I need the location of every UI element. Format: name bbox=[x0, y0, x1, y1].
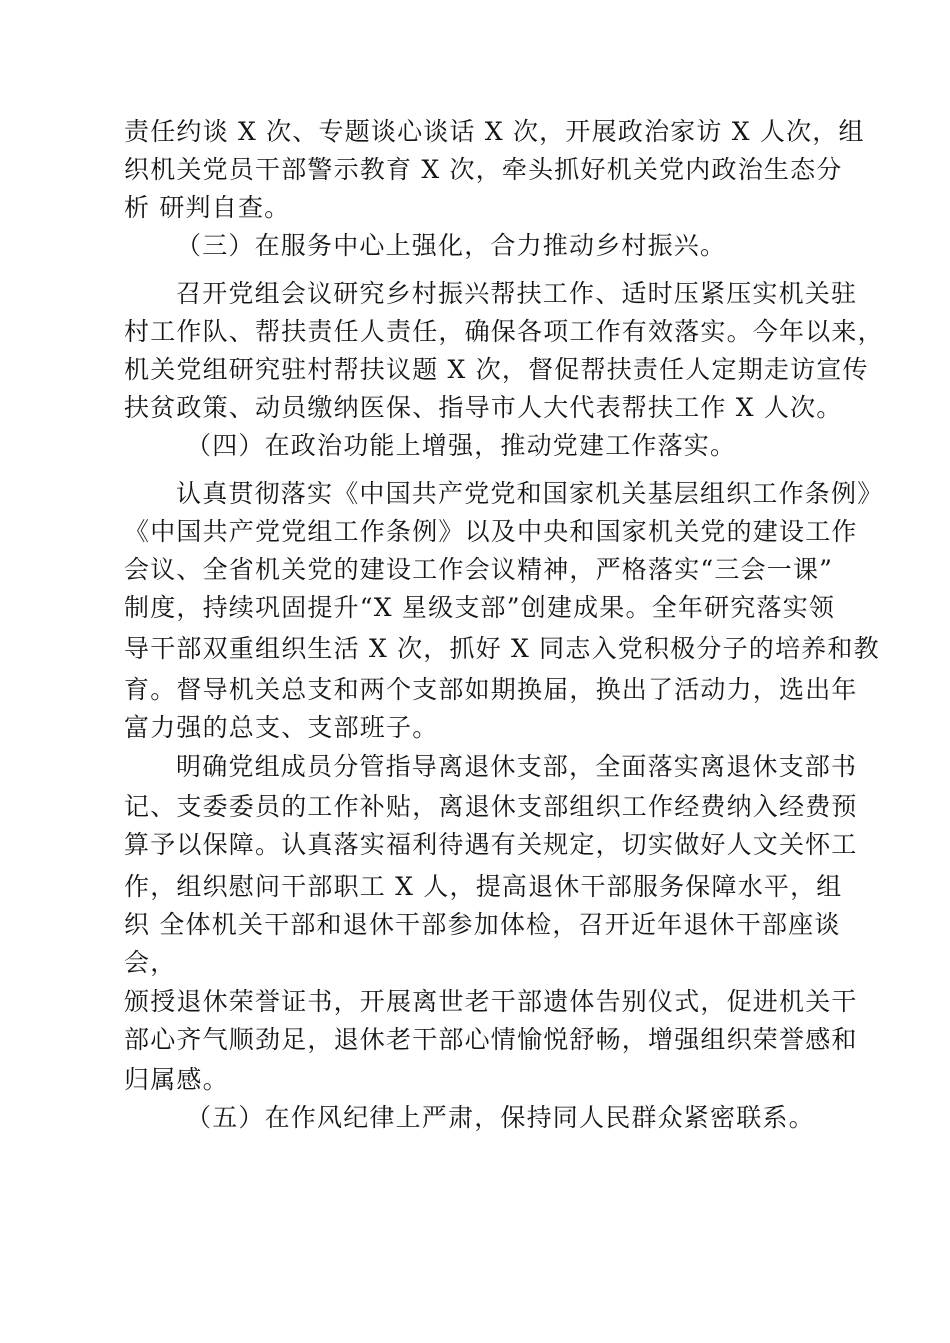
text-line: 织 全体机关干部和退休干部参加体检，召开近年退休干部座谈 bbox=[124, 910, 841, 939]
text-line: 析 研判自查。 bbox=[124, 193, 291, 222]
text-line: 富力强的总支、支部班子。 bbox=[124, 713, 439, 742]
text-line: 织机关党员干部警示教育 X 次，牵头抓好机关党内政治生态分 bbox=[124, 155, 843, 184]
text-line: 归属感。 bbox=[124, 1065, 229, 1094]
text-line: 认真贯彻落实《中国共产党党和国家机关基层组织工作条例》 bbox=[176, 479, 884, 508]
text-line: 颁授退休荣誉证书，开展离世老干部遗体告别仪式，促进机关干 bbox=[124, 987, 858, 1016]
text-line: 算予以保障。认真落实福利待遇有关规定，切实做好人文关怀工 bbox=[124, 830, 858, 859]
text-line: 会， bbox=[124, 948, 177, 977]
text-line: 扶贫政策、动员缴纳医保、指导市人大代表帮扶工作 X 人次。 bbox=[124, 393, 843, 422]
section-heading-5: （五）在作风纪律上严肃，保持同人民群众紧密联系。 bbox=[186, 1103, 815, 1132]
text-line: 记、支委委员的工作补贴，离退休支部组织工作经费纳入经费预 bbox=[124, 792, 858, 821]
text-line: 部心齐气顺劲足，退休老干部心情愉悦舒畅，增强组织荣誉感和 bbox=[124, 1025, 858, 1054]
text-line: 制度，持续巩固提升“X 星级支部”创建成果。全年研究落实领 bbox=[124, 593, 836, 622]
text-line: 明确党组成员分管指导离退休支部，全面落实离退休支部书 bbox=[176, 752, 858, 781]
text-line: 育。督导机关总支和两个支部如期换届，换出了活动力，选出年 bbox=[124, 675, 858, 704]
text-line: 责任约谈 X 次、专题谈心谈话 X 次，开展政治家访 X 人次，组 bbox=[124, 117, 865, 146]
text-line: 《中国共产党党组工作条例》以及中央和国家机关党的建设工作 bbox=[124, 517, 858, 546]
text-line: 导干部双重组织生活 X 次，抓好 X 同志入党积极分子的培养和教 bbox=[124, 634, 880, 663]
text-line: 村工作队、帮扶责任人责任，确保各项工作有效落实。今年以来， bbox=[124, 317, 884, 346]
section-heading-4: （四）在政治功能上增强，推动党建工作落实。 bbox=[186, 431, 737, 460]
text-line: 召开党组会议研究乡村振兴帮扶工作、适时压紧压实机关驻 bbox=[176, 279, 858, 308]
text-line: 机关党组研究驻村帮扶议题 X 次，督促帮扶责任人定期走访宣传 bbox=[124, 355, 869, 384]
text-line: 会议、全省机关党的建设工作会议精神，严格落实“三会一课” bbox=[124, 555, 834, 584]
section-heading-3: （三）在服务中心上强化，合力推动乡村振兴。 bbox=[176, 231, 727, 260]
text-line: 作，组织慰问干部职工 X 人，提高退休干部服务保障水平，组 bbox=[124, 872, 843, 901]
